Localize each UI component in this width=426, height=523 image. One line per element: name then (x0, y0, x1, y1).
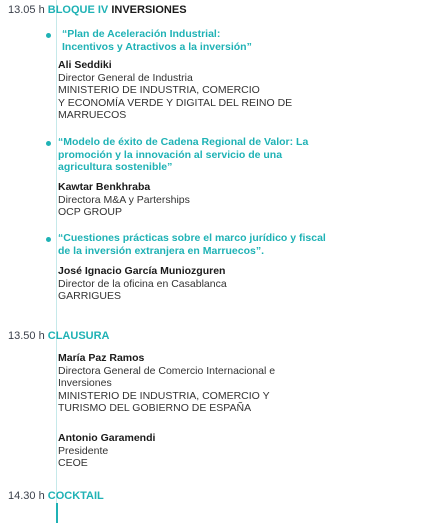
session-time: 13.05 h (8, 4, 45, 16)
speaker-detail: MINISTERIO DE INDUSTRIA, COMERCIO Y (58, 389, 270, 402)
speaker-name: José Ignacio García Muniozguren (58, 265, 226, 277)
speaker-name: Kawtar Benkhraba (58, 181, 151, 193)
talk-title (58, 136, 308, 174)
speaker-detail: MINISTERIO DE INDUSTRIA, COMERCIO (58, 84, 260, 96)
timeline-line (56, 0, 57, 523)
speaker-block (58, 432, 155, 470)
session-title: BLOQUE IV (47, 4, 109, 16)
talk-line: “Cuestiones prácticas sobre el marco jurídico y fiscal (58, 232, 326, 244)
talk-line: agricultura sostenible” (58, 161, 173, 173)
session-subtitle: INVERSIONES (111, 4, 187, 16)
speaker-detail: Director General de Industria (58, 71, 193, 84)
speaker-detail: Y ECONOMÍA VERDE Y DIGITAL DEL REINO DE (58, 96, 293, 109)
speaker-block (58, 181, 190, 219)
bullet-dot-icon (46, 141, 51, 146)
talk-line: “Modelo de éxito de Cadena Regional de Valor: La (58, 136, 309, 148)
speaker-name: María Paz Ramos (58, 352, 145, 364)
talk-line: promoción y la innovación al servicio de una (58, 148, 283, 161)
speaker-detail: GARRIGUES (58, 290, 122, 302)
talk-line: Incentivos y Atractivos a la inversión” (62, 40, 252, 53)
session-time: 13.50 h (8, 330, 45, 342)
speaker-detail: Directora M&A y Parterships (58, 193, 190, 206)
speaker-detail: Directora General de Comercio Internacional e (58, 364, 276, 377)
speaker-detail: MARRUECOS (58, 109, 127, 121)
talk-title (62, 28, 252, 53)
speaker-detail: TURISMO DEL GOBIERNO DE ESPAÑA (58, 402, 252, 414)
session-heading-cocktail (8, 490, 104, 503)
speaker-block (58, 352, 275, 415)
speaker-detail: CEOE (58, 457, 88, 469)
speaker-detail: OCP GROUP (58, 206, 122, 218)
talk-line: de la inversión extranjera en Marruecos”. (58, 244, 265, 257)
speaker-detail: Director de la oficina en Casablanca (58, 277, 227, 290)
speaker-name: Antonio Garamendi (58, 432, 156, 444)
bullet-dot-icon (46, 237, 51, 242)
speaker-block (58, 265, 227, 303)
speaker-block (58, 59, 292, 122)
talk-line: “Plan de Aceleración Industrial: (62, 28, 221, 40)
bullet-dot-icon (46, 33, 51, 38)
session-heading-clausura (8, 330, 110, 343)
speaker-detail: Inversiones (58, 377, 112, 389)
speaker-detail: Presidente (58, 444, 109, 457)
session-heading-bloque-iv (8, 4, 187, 17)
talk-title (58, 232, 326, 257)
session-title: CLAUSURA (47, 330, 110, 342)
session-title: COCKTAIL (47, 490, 104, 502)
timeline-tick (56, 503, 58, 523)
session-time: 14.30 h (8, 490, 45, 502)
speaker-name: Ali Seddiki (58, 59, 112, 71)
